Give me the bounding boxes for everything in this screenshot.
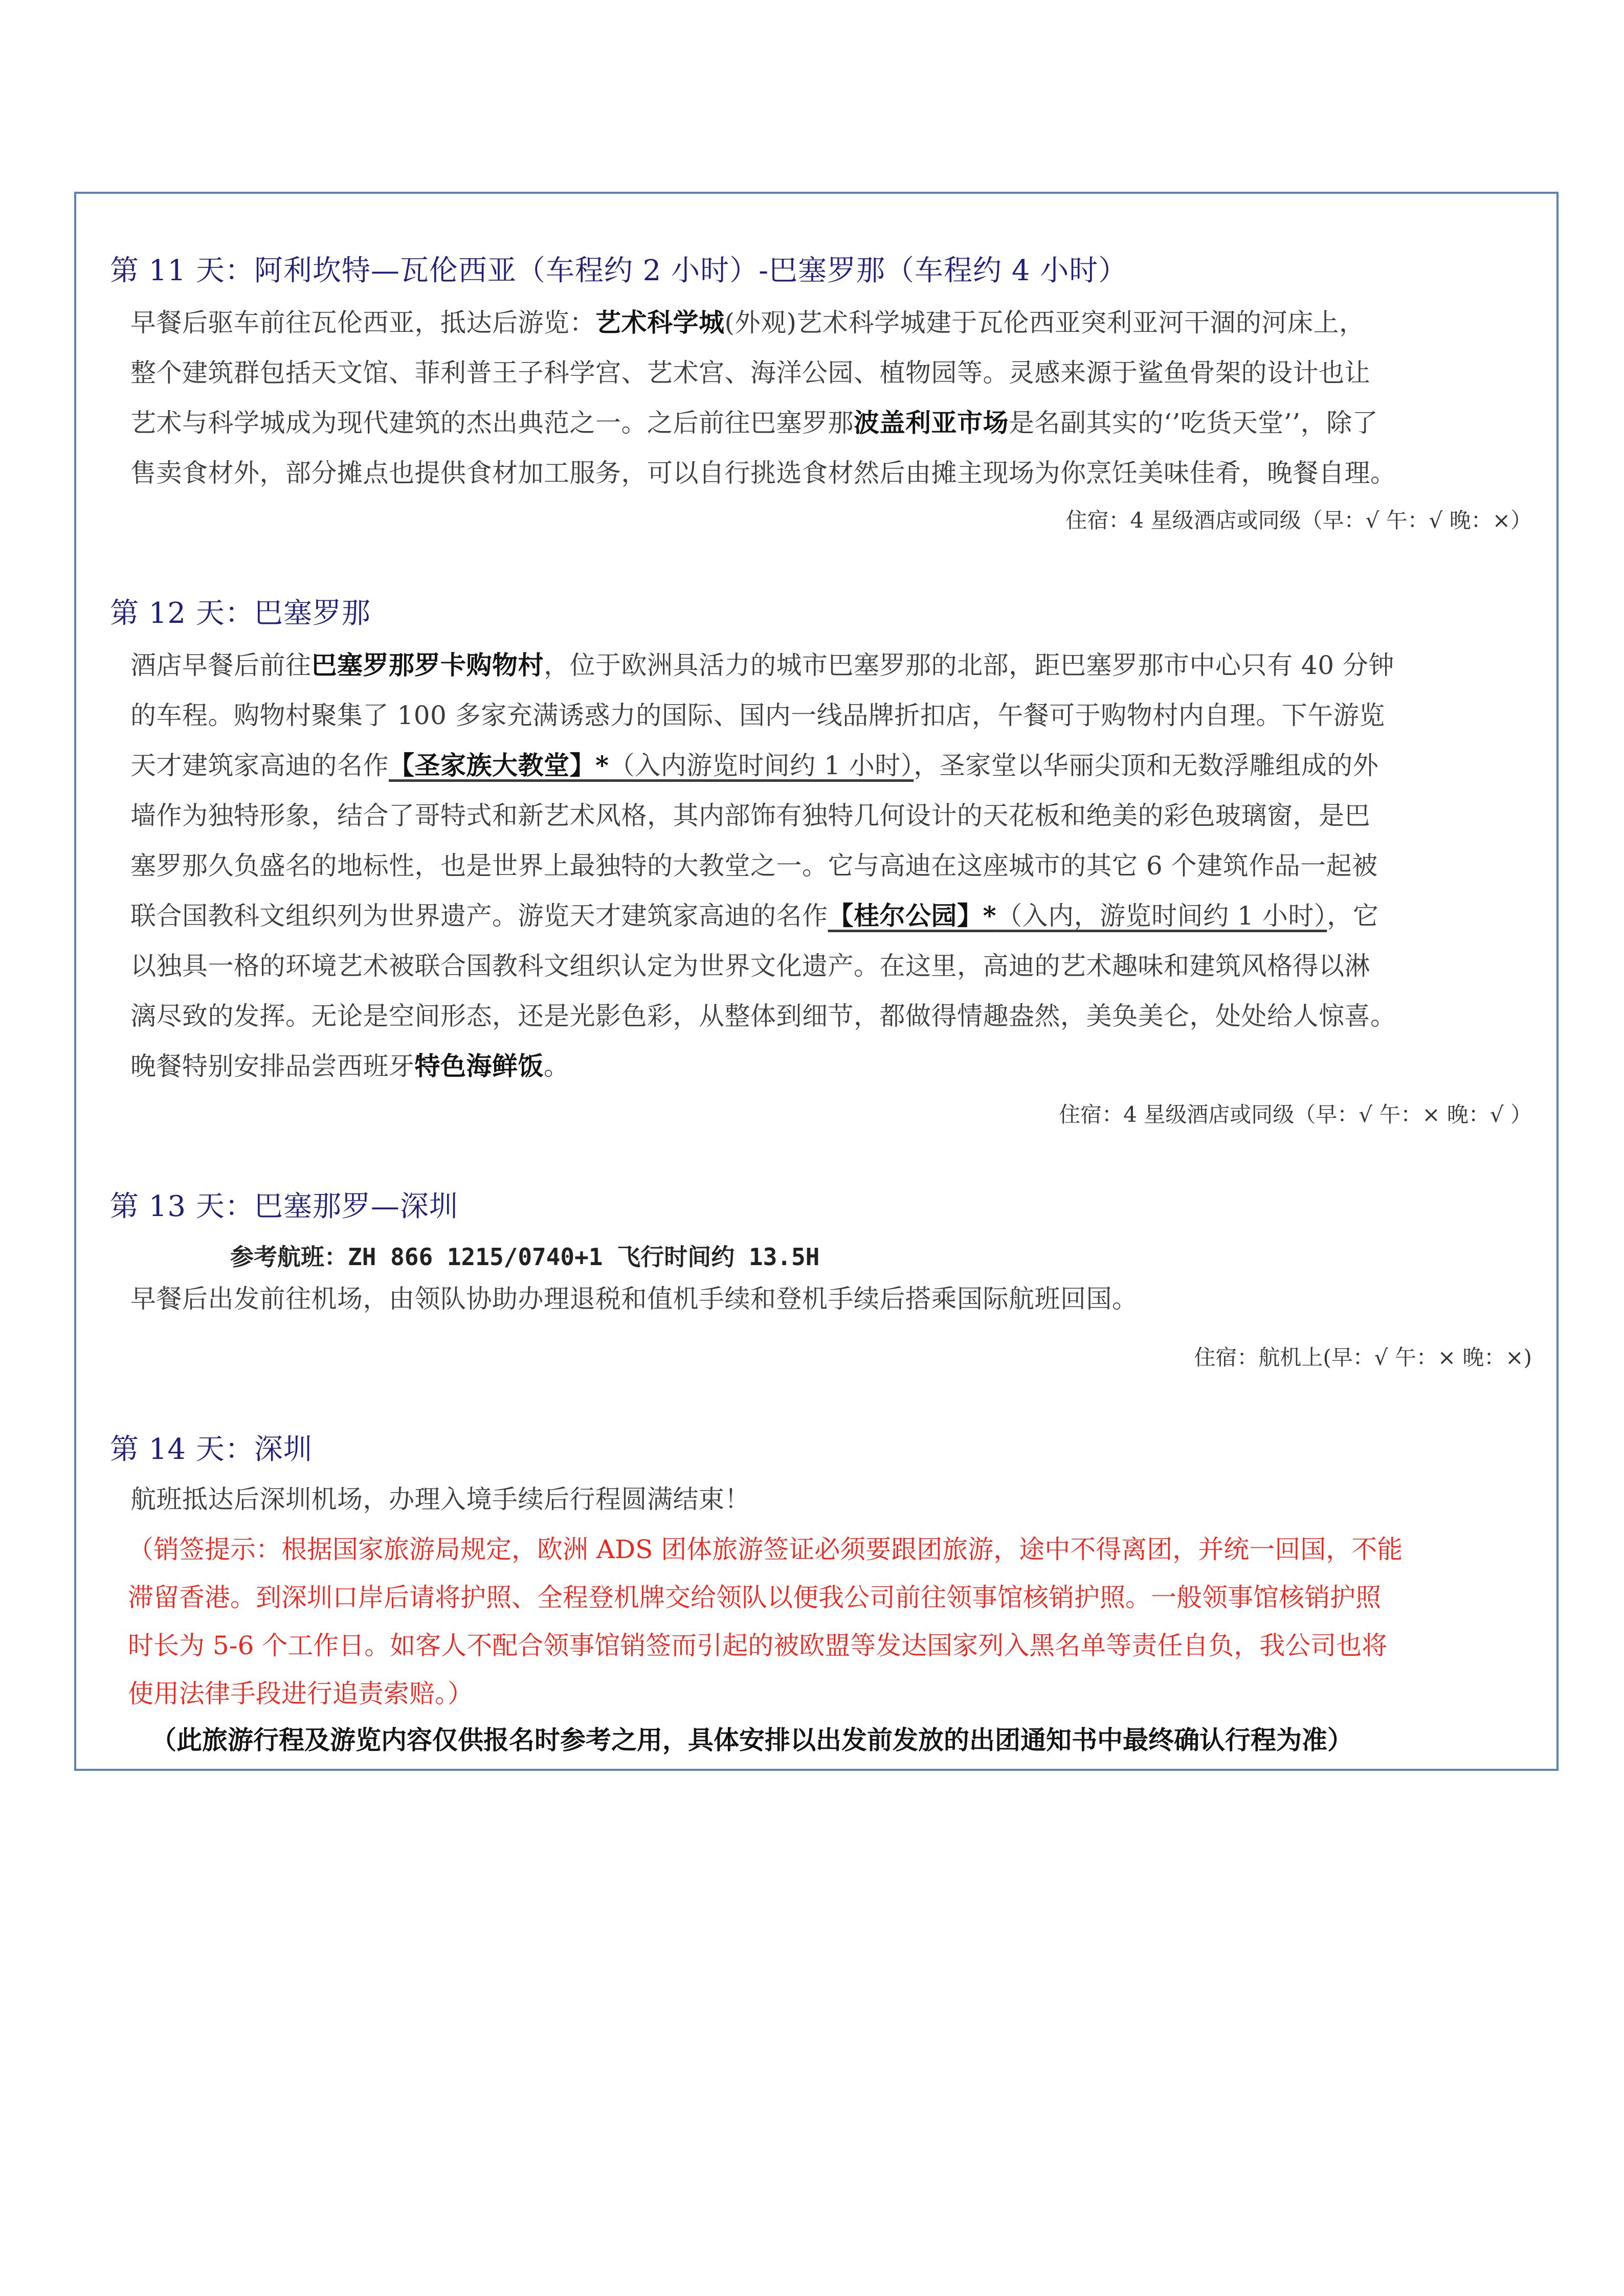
- day-11-description: 早餐后驱车前往瓦伦西亚，抵达后游览：艺术科学城(外观)艺术科学城建于瓦伦西亚突利亚河干涸的河床上， 整个建筑群包括天文馆、菲利普王子科学宫、艺术宫、海洋公园、植物园等。灵感来源于鲨鱼骨架的设计也让 艺术与科学城成为现代建筑的杰出典范之一。之后前往巴塞罗那波盖利亚市场是名副其实的‘’吃货天堂’’，除了 售卖食材外，部分摊点也提供食材加工服务，可以自行挑选食材然后由摊主现场为你烹饪美味佳肴，晚餐自理。: [130, 307, 1396, 488]
- visa-cancellation-notice: （销签提示：根据国家旅游局规定，欧洲 ADS 团体旅游签证必须要跟团旅游，途中不得离团，并统一回国，不能 滞留香港。到深圳口岸后请将护照、全程登机牌交给领队以便我公司前往领事馆核销护照。一般领事馆核销护照 时长为 5-6 个工作日。如客人不配合领事馆销签而引起的被欧盟等发达国家列入黑名单等责任自负，我公司也将 使用法律手段进行追责索赔。）: [128, 1535, 1403, 1708]
- highlight-la-roca-village: 巴塞罗那罗卡购物村: [311, 650, 544, 680]
- day-11-lodging: 住宿：4 星级酒店或同级（早：√ 午：√ 晚：×）: [1065, 508, 1532, 533]
- day-13-lodging: 住宿：航机上(早：√ 午：× 晚：×): [1194, 1345, 1532, 1370]
- day-12-description: 酒店早餐后前往巴塞罗那罗卡购物村，位于欧洲具活力的城市巴塞罗那的北部，距巴塞罗那市中心只有 40 分钟 的车程。购物村聚集了 100 多家充满诱惑力的国际、国内一线品牌折扣店，午餐可于购物村内自理。下午游览 天才建筑家高迪的名作【圣家族大教堂】*（入内游览时间约 1 小时），圣家堂以华丽尖顶和无数浮雕组成的外 墙作为独特形象，结合了哥特式和新艺术风格，其内部饰有独特几何设计的天花板和绝美的彩色玻璃窗，是巴 塞罗那久负盛名的地标性，也是世界上最独特的大教堂之一。它与高迪在这座城市的其它 6 个建筑作品一起被 联合国教科文组织列为世界遗产。游览天才建筑家高迪的名作【桂尔公园】*（入内，游览时间约 1 小时），它 以独具一格的环境艺术被联合国教科文组织认定为世界文化遗产。在这里，高迪的艺术趣味和建筑风格得以淋 漓尽致的发挥。无论是空间形态，还是光影色彩，从整体到细节，都做得情趣盎然，美奂美仑，处处给人惊喜。 晚餐特别安排品尝西班牙特色海鲜饭。: [130, 650, 1396, 1081]
- highlight-park-guell: 【桂尔公园】*: [828, 901, 997, 931]
- highlight-boqueria-market: 波盖利亚市场: [854, 408, 1009, 438]
- highlight-arts-sciences-city: 艺术科学城: [595, 307, 725, 337]
- itinerary-disclaimer: （此旅游行程及游览内容仅供报名时参考之用，具体安排以出发前发放的出团通知书中最终确认行程为准）: [151, 1725, 1353, 1755]
- day-13-title: 第 13 天：巴塞那罗—深圳: [110, 1190, 458, 1223]
- highlight-sagrada-familia: 【圣家族大教堂】*: [389, 750, 609, 780]
- day-12-title: 第 12 天：巴塞罗那: [110, 597, 371, 630]
- day-13-description: 早餐后出发前往机场，由领队协助办理退税和值机手续和登机手续后搭乘国际航班回国。: [130, 1284, 1138, 1314]
- day-13-flight-info: 参考航班：ZH 866 1215/0740+1 飞行时间约 13.5H: [230, 1243, 820, 1271]
- day-14-title: 第 14 天：深圳: [110, 1433, 313, 1466]
- day-11-title: 第 11 天：阿利坎特—瓦伦西亚（车程约 2 小时）-巴塞罗那（车程约 4 小时）: [110, 254, 1128, 287]
- highlight-seafood-paella: 特色海鲜饭: [414, 1051, 544, 1081]
- day-14-description: 航班抵达后深圳机场，办理入境手续后行程圆满结束！: [130, 1484, 750, 1514]
- day-12-lodging: 住宿：4 星级酒店或同级（早：√ 午：× 晚：√ ）: [1059, 1102, 1532, 1127]
